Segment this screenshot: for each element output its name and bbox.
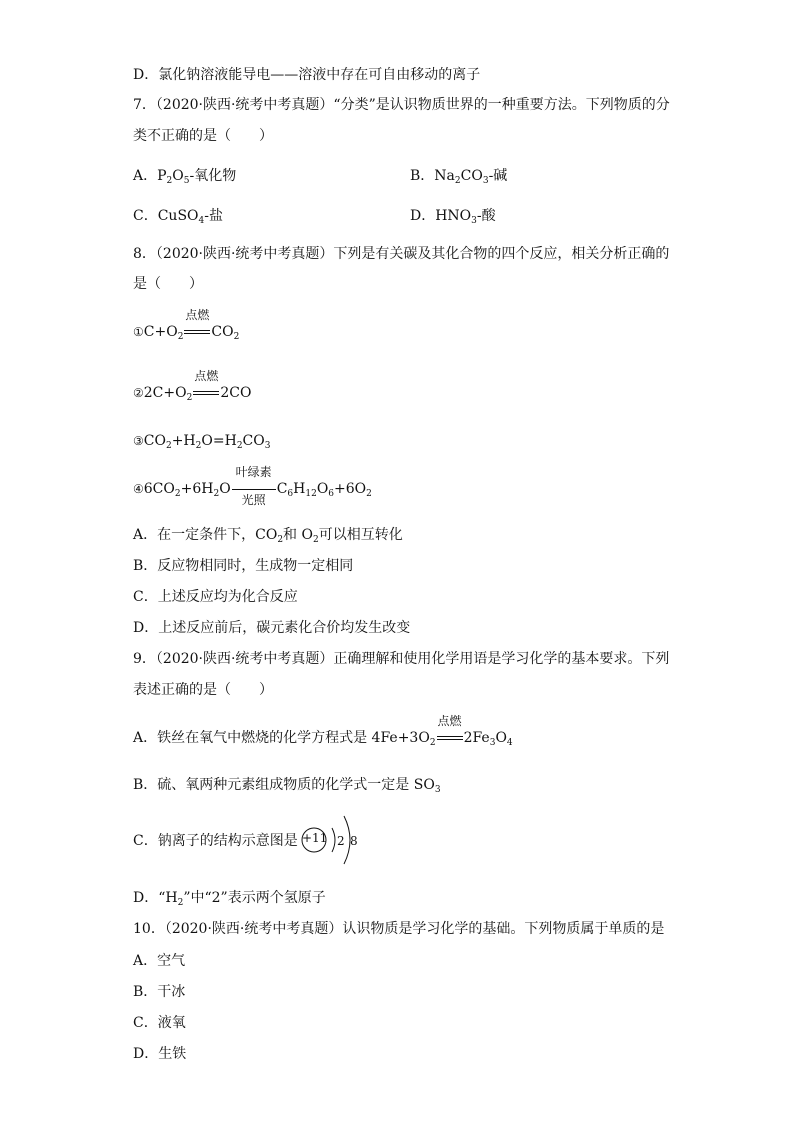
q9-option-c: C．钠离子的结构示意图是 bbox=[133, 833, 298, 849]
q7-option-a: A．$P_2O_5-$氧化物 bbox=[133, 168, 237, 186]
q8-option-d: D．上述反应前后，碳元素化合价均发生改变 bbox=[133, 620, 411, 636]
shell2-electrons: 8 bbox=[350, 834, 358, 848]
sodium-ion-structure-diagram bbox=[298, 810, 378, 870]
q8-stem-line2: 是（ ） bbox=[133, 276, 203, 292]
q9-option-d: D．“$H_2$”中“2”表示两个氢原子 bbox=[133, 890, 326, 908]
reaction-4: $④6CO_2+6H_2O$ 叶绿素 光照 $C_6H_{12}O_6+6O_2$ bbox=[133, 465, 372, 507]
q9-option-a: A．铁丝在氧气中燃烧的化学方程式是 $4Fe+3O_2$ 点燃 $2Fe_3O_4$ bbox=[133, 714, 513, 748]
q8-option-c: C．上述反应均为化合反应 bbox=[133, 589, 298, 605]
q10-option-b: B．干冰 bbox=[133, 984, 186, 1000]
q9-stem-line2: 表述正确的是（ ） bbox=[133, 682, 273, 698]
q10-option-d: D．生铁 bbox=[133, 1046, 187, 1062]
q10-option-a: A．空气 bbox=[133, 953, 186, 969]
q10-option-c: C．液氧 bbox=[133, 1015, 186, 1031]
q8-option-b: B．反应物相同时，生成物一定相同 bbox=[133, 558, 354, 574]
q8-stem-line1: 8．（2020·陕西·统考中考真题）下列是有关碳及其化合物的四个反应，相关分析正确的 bbox=[133, 246, 670, 262]
reaction-2: $②2C+O_2$ 点燃 2CO bbox=[133, 369, 252, 403]
shell1-electrons: 2 bbox=[337, 834, 345, 848]
q10-stem: 10．（2020·陕西·统考中考真题）认识物质是学习化学的基础。下列物质属于单质的是 bbox=[133, 921, 665, 937]
q7-option-d: D．$HNO_3-$酸 bbox=[410, 208, 496, 226]
reaction-3: $③CO_2+H_2O=H_2CO_3$ bbox=[133, 433, 271, 451]
q7-stem-line1: 7．（2020·陕西·统考中考真题）“分类”是认识物质世界的一种重要方法。下列物质的分 bbox=[133, 97, 670, 113]
q8-option-a: A．在一定条件下，$CO_2$和 $O_2$可以相互转化 bbox=[133, 527, 403, 545]
reaction-1: $①C+O_2$ 点燃 $CO_2$ bbox=[133, 308, 240, 342]
q7-option-c: C．CuSO$_4$-盐 bbox=[133, 208, 223, 226]
q7-stem-line2: 类不正确的是（ ） bbox=[133, 128, 273, 144]
q9-stem-line1: 9．（2020·陕西·统考中考真题）正确理解和使用化学用语是学习化学的基本要求。下列 bbox=[133, 651, 670, 667]
q9-option-b: B．硫、氧两种元素组成物质的化学式一定是 $SO_3$ bbox=[133, 777, 441, 795]
nucleus-charge: +11 bbox=[302, 831, 328, 845]
q6-option-d: D．氯化钠溶液能导电——溶液中存在可自由移动的离子 bbox=[133, 67, 481, 83]
q7-option-b: B．$Na_2CO_3-$碱 bbox=[410, 168, 508, 186]
